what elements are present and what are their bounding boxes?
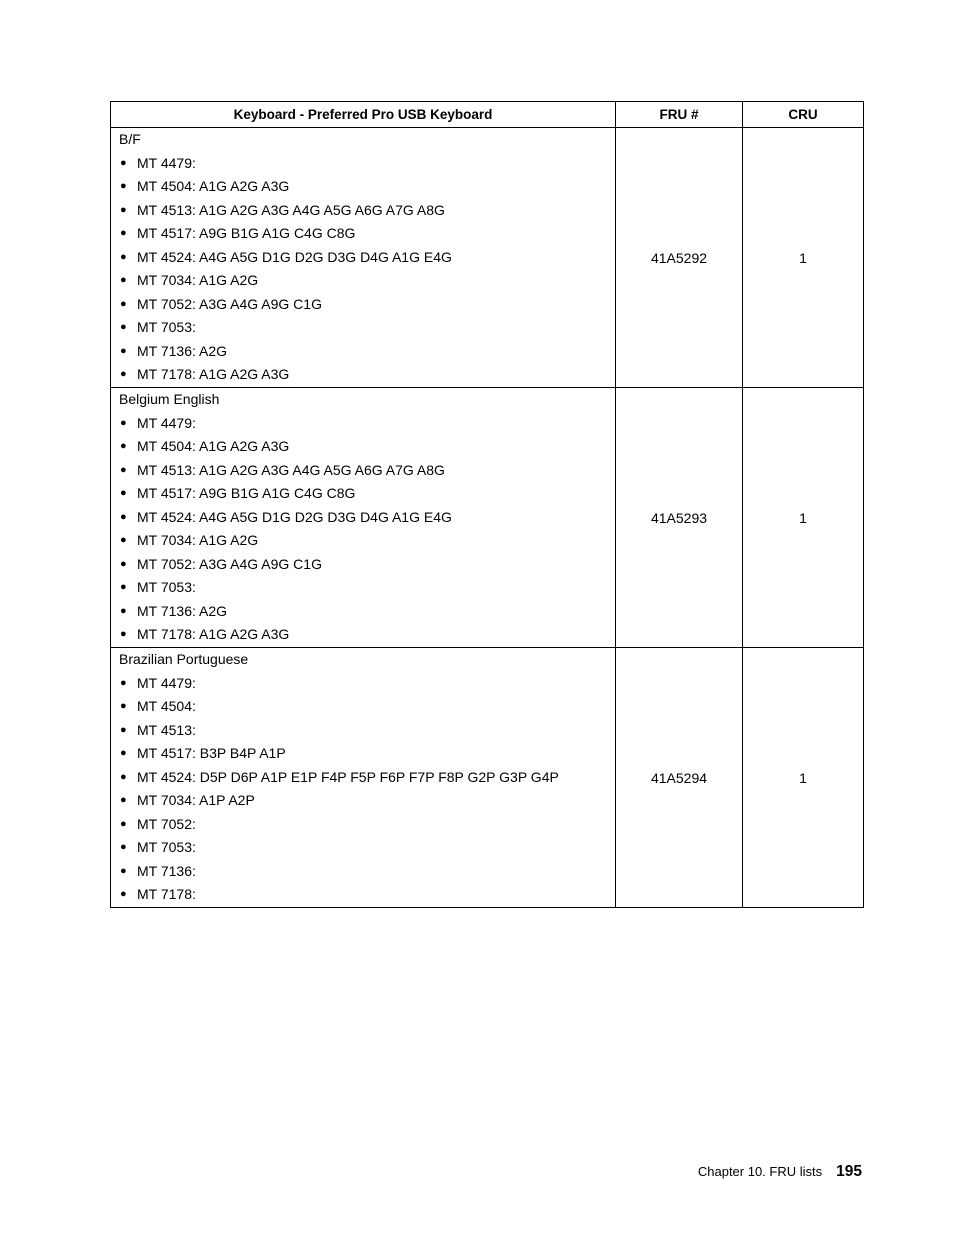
model-text: MT 4524: D5P D6P A1P E1P F4P F5P F6P F7P F8P G2P G3P G4P bbox=[137, 768, 559, 785]
list-item bbox=[119, 529, 615, 553]
list-item bbox=[119, 719, 615, 743]
list-item bbox=[119, 672, 615, 696]
group-title: B/F bbox=[119, 131, 141, 148]
list-item bbox=[119, 316, 615, 340]
model-text: MT 4504: bbox=[137, 698, 196, 715]
model-text: MT 4479: bbox=[137, 674, 196, 691]
model-text: MT 7178: A1G A2G A3G bbox=[137, 366, 290, 383]
model-text: MT 7178: bbox=[137, 886, 196, 903]
bullet-icon: ● bbox=[120, 463, 127, 476]
bullet-icon: ● bbox=[120, 581, 127, 594]
bullet-icon: ● bbox=[120, 203, 127, 216]
bullet-icon: ● bbox=[120, 628, 127, 641]
model-list bbox=[119, 672, 615, 907]
model-text: MT 7136: A2G bbox=[137, 602, 228, 619]
model-text: MT 4517: A9G B1G A1G C4G C8G bbox=[137, 485, 356, 502]
model-text: MT 7034: A1G A2G bbox=[137, 532, 259, 549]
list-item bbox=[119, 482, 615, 506]
header-cru: CRU bbox=[743, 102, 864, 128]
list-item bbox=[119, 175, 615, 199]
bullet-icon: ● bbox=[120, 557, 127, 570]
list-item bbox=[119, 412, 615, 436]
list-item bbox=[119, 623, 615, 647]
table-row bbox=[111, 648, 864, 908]
model-text: MT 4479: bbox=[137, 414, 196, 431]
bullet-icon: ● bbox=[120, 344, 127, 357]
bullet-icon: ● bbox=[120, 817, 127, 830]
model-text: MT 4524: A4G A5G D1G D2G D3G D4G A1G E4G bbox=[137, 508, 452, 525]
table-header-row bbox=[111, 102, 864, 128]
bullet-icon: ● bbox=[120, 227, 127, 240]
fru-number-cell: 41A5292 bbox=[616, 128, 743, 388]
bullet-icon: ● bbox=[120, 180, 127, 193]
bullet-icon: ● bbox=[120, 297, 127, 310]
bullet-icon: ● bbox=[120, 250, 127, 263]
header-description: Keyboard - Preferred Pro USB Keyboard bbox=[111, 102, 616, 128]
model-list bbox=[119, 152, 615, 387]
bullet-icon: ● bbox=[120, 604, 127, 617]
model-text: MT 7053: bbox=[137, 319, 196, 336]
bullet-icon: ● bbox=[120, 841, 127, 854]
bullet-icon: ● bbox=[120, 510, 127, 523]
model-text: MT 4517: B3P B4P A1P bbox=[137, 745, 286, 762]
model-text: MT 7178: A1G A2G A3G bbox=[137, 626, 290, 643]
model-text: MT 7034: A1G A2G bbox=[137, 272, 259, 289]
list-item bbox=[119, 269, 615, 293]
bullet-icon: ● bbox=[120, 274, 127, 287]
model-text: MT 7052: bbox=[137, 815, 196, 832]
list-item bbox=[119, 860, 615, 884]
model-text: MT 4504: A1G A2G A3G bbox=[137, 438, 290, 455]
model-text: MT 4517: A9G B1G A1G C4G C8G bbox=[137, 225, 356, 242]
model-text: MT 4504: A1G A2G A3G bbox=[137, 178, 290, 195]
table-body bbox=[111, 128, 864, 908]
fru-table bbox=[110, 101, 864, 908]
bullet-icon: ● bbox=[120, 864, 127, 877]
list-item bbox=[119, 293, 615, 317]
bullet-icon: ● bbox=[120, 156, 127, 169]
model-text: MT 7034: A1P A2P bbox=[137, 792, 255, 809]
list-item bbox=[119, 506, 615, 530]
footer-chapter: Chapter 10. FRU lists bbox=[697, 1164, 823, 1179]
table-row bbox=[111, 128, 864, 388]
page-footer bbox=[698, 1163, 862, 1181]
model-text: MT 4513: bbox=[137, 721, 196, 738]
bullet-icon: ● bbox=[120, 321, 127, 334]
group-title: Brazilian Portuguese bbox=[119, 651, 249, 668]
list-item bbox=[119, 246, 615, 270]
model-text: MT 7052: A3G A4G A9G C1G bbox=[137, 295, 322, 312]
list-item bbox=[119, 766, 615, 790]
cru-tier-cell: 1 bbox=[743, 648, 864, 908]
cru-tier-cell: 1 bbox=[743, 388, 864, 648]
description-cell bbox=[111, 388, 616, 648]
list-item bbox=[119, 222, 615, 246]
table-row bbox=[111, 388, 864, 648]
bullet-icon: ● bbox=[120, 487, 127, 500]
cru-tier-cell: 1 bbox=[743, 128, 864, 388]
bullet-icon: ● bbox=[120, 676, 127, 689]
list-item bbox=[119, 340, 615, 364]
bullet-icon: ● bbox=[120, 770, 127, 783]
list-item bbox=[119, 459, 615, 483]
bullet-icon: ● bbox=[120, 368, 127, 381]
list-item bbox=[119, 883, 615, 907]
model-text: MT 4513: A1G A2G A3G A4G A5G A6G A7G A8G bbox=[137, 201, 445, 218]
model-text: MT 4479: bbox=[137, 154, 196, 171]
model-text: MT 7053: bbox=[137, 839, 196, 856]
model-text: MT 4524: A4G A5G D1G D2G D3G D4G A1G E4G bbox=[137, 248, 452, 265]
bullet-icon: ● bbox=[120, 700, 127, 713]
bullet-icon: ● bbox=[120, 888, 127, 901]
model-list bbox=[119, 412, 615, 647]
group-title: Belgium English bbox=[119, 391, 220, 408]
model-text: MT 7136: A2G bbox=[137, 342, 228, 359]
fru-number-cell: 41A5294 bbox=[616, 648, 743, 908]
model-text: MT 7136: bbox=[137, 862, 196, 879]
header-fru: FRU # bbox=[616, 102, 743, 128]
list-item bbox=[119, 152, 615, 176]
list-item bbox=[119, 695, 615, 719]
list-item bbox=[119, 836, 615, 860]
model-text: MT 7053: bbox=[137, 579, 196, 596]
bullet-icon: ● bbox=[120, 416, 127, 429]
list-item bbox=[119, 600, 615, 624]
list-item bbox=[119, 742, 615, 766]
list-item bbox=[119, 813, 615, 837]
bullet-icon: ● bbox=[120, 747, 127, 760]
bullet-icon: ● bbox=[120, 723, 127, 736]
list-item bbox=[119, 363, 615, 387]
bullet-icon: ● bbox=[120, 794, 127, 807]
model-text: MT 4513: A1G A2G A3G A4G A5G A6G A7G A8G bbox=[137, 461, 445, 478]
list-item bbox=[119, 435, 615, 459]
list-item bbox=[119, 199, 615, 223]
description-cell bbox=[111, 648, 616, 908]
bullet-icon: ● bbox=[120, 440, 127, 453]
list-item bbox=[119, 576, 615, 600]
bullet-icon: ● bbox=[120, 534, 127, 547]
model-text: MT 7052: A3G A4G A9G C1G bbox=[137, 555, 322, 572]
fru-number-cell: 41A5293 bbox=[616, 388, 743, 648]
description-cell bbox=[111, 128, 616, 388]
list-item bbox=[119, 553, 615, 577]
page-number: 195 bbox=[836, 1163, 862, 1180]
list-item bbox=[119, 789, 615, 813]
